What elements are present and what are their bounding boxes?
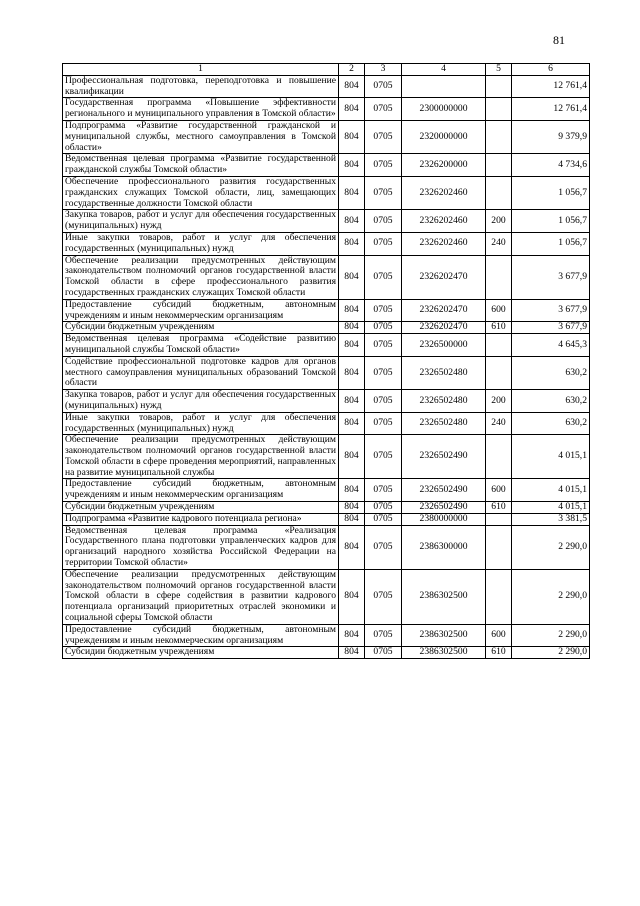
expense-type-code bbox=[486, 176, 512, 209]
admin-code: 804 bbox=[339, 299, 365, 322]
table-row bbox=[63, 98, 590, 121]
section-code: 0705 bbox=[365, 210, 402, 233]
table-row bbox=[63, 525, 590, 569]
table-row bbox=[63, 513, 590, 525]
target-code: 2320000000 bbox=[402, 120, 486, 153]
item-name: Закупка товаров, работ и услуг для обеспечения государственных (муниципальных) нужд bbox=[63, 390, 339, 413]
amount: 1 056,7 bbox=[512, 232, 590, 255]
section-code: 0705 bbox=[365, 322, 402, 334]
expense-type-code: 200 bbox=[486, 390, 512, 413]
amount: 1 056,7 bbox=[512, 176, 590, 209]
item-name: Обеспечение профессионального развития государственных гражданских служащих Томской области, лиц, замещающих государственные должности Томской области bbox=[63, 176, 339, 209]
item-name: Содействие профессиональной подготовке кадров для органов местного самоуправления муниципальных образований Томской области bbox=[63, 356, 339, 389]
header-cell: 4 bbox=[402, 64, 486, 76]
table-row bbox=[63, 210, 590, 233]
target-code: 2326502490 bbox=[402, 502, 486, 514]
amount: 1 056,7 bbox=[512, 210, 590, 233]
target-code: 2300000000 bbox=[402, 98, 486, 121]
amount: 4 015,1 bbox=[512, 479, 590, 502]
expense-type-code bbox=[486, 120, 512, 153]
amount: 630,2 bbox=[512, 390, 590, 413]
admin-code: 804 bbox=[339, 356, 365, 389]
expense-type-code bbox=[486, 513, 512, 525]
table-row bbox=[63, 502, 590, 514]
target-code: 2326502480 bbox=[402, 390, 486, 413]
admin-code: 804 bbox=[339, 502, 365, 514]
target-code: 2326502490 bbox=[402, 479, 486, 502]
section-code: 0705 bbox=[365, 502, 402, 514]
expense-type-code bbox=[486, 334, 512, 357]
section-code: 0705 bbox=[365, 120, 402, 153]
section-code: 0705 bbox=[365, 299, 402, 322]
expense-type-code bbox=[486, 356, 512, 389]
table-row bbox=[63, 322, 590, 334]
target-code: 2326202470 bbox=[402, 255, 486, 299]
section-code: 0705 bbox=[365, 154, 402, 177]
amount: 3 677,9 bbox=[512, 322, 590, 334]
table-row bbox=[63, 176, 590, 209]
expense-type-code bbox=[486, 75, 512, 98]
admin-code: 804 bbox=[339, 569, 365, 624]
item-name: Ведомственная целевая программа «Реализация Государственного плана подготовки управленческих кадров для организаций народного хозяйства Российской Федерации на территории Томской области» bbox=[63, 525, 339, 569]
table-row bbox=[63, 232, 590, 255]
amount: 630,2 bbox=[512, 412, 590, 435]
target-code: 2326202470 bbox=[402, 322, 486, 334]
section-code: 0705 bbox=[365, 624, 402, 647]
page-number: 81 bbox=[553, 33, 565, 47]
item-name: Предоставление субсидий бюджетным, автономным учреждениям и иным некоммерческим организациям bbox=[63, 479, 339, 502]
header-cell: 1 bbox=[63, 64, 339, 76]
target-code bbox=[402, 75, 486, 98]
amount: 2 290,0 bbox=[512, 569, 590, 624]
section-code: 0705 bbox=[365, 569, 402, 624]
item-name: Обеспечение реализации предусмотренных действующим законодательством полномочий органов государственной власти Томской области в сфере профессионального развития государственных гражданских служащих Томской области bbox=[63, 255, 339, 299]
target-code: 2386302500 bbox=[402, 647, 486, 659]
section-code: 0705 bbox=[365, 356, 402, 389]
table-row bbox=[63, 120, 590, 153]
amount: 3 677,9 bbox=[512, 255, 590, 299]
section-code: 0705 bbox=[365, 98, 402, 121]
item-name: Иные закупки товаров, работ и услуг для обеспечения государственных (муниципальных) нужд bbox=[63, 232, 339, 255]
item-name: Закупка товаров, работ и услуг для обеспечения государственных (муниципальных) нужд bbox=[63, 210, 339, 233]
header-cell: 6 bbox=[512, 64, 590, 76]
expense-type-code: 600 bbox=[486, 479, 512, 502]
target-code: 2326200000 bbox=[402, 154, 486, 177]
expense-type-code bbox=[486, 569, 512, 624]
item-name: Предоставление субсидий бюджетным, автономным учреждениям и иным некоммерческим организациям bbox=[63, 624, 339, 647]
table-row bbox=[63, 479, 590, 502]
header-cell: 3 bbox=[365, 64, 402, 76]
table-row bbox=[63, 154, 590, 177]
item-name: Профессиональная подготовка, переподготовка и повышение квалификации bbox=[63, 75, 339, 98]
table-row bbox=[63, 390, 590, 413]
item-name: Субсидии бюджетным учреждениям bbox=[63, 502, 339, 514]
admin-code: 804 bbox=[339, 513, 365, 525]
table-row bbox=[63, 299, 590, 322]
section-code: 0705 bbox=[365, 390, 402, 413]
table-row bbox=[63, 255, 590, 299]
header-cell: 5 bbox=[486, 64, 512, 76]
expense-type-code: 600 bbox=[486, 299, 512, 322]
expense-type-code: 200 bbox=[486, 210, 512, 233]
target-code: 2326202460 bbox=[402, 210, 486, 233]
admin-code: 804 bbox=[339, 210, 365, 233]
admin-code: 804 bbox=[339, 232, 365, 255]
section-code: 0705 bbox=[365, 176, 402, 209]
amount: 4 734,6 bbox=[512, 154, 590, 177]
admin-code: 804 bbox=[339, 322, 365, 334]
section-code: 0705 bbox=[365, 334, 402, 357]
target-code: 2326502480 bbox=[402, 356, 486, 389]
admin-code: 804 bbox=[339, 525, 365, 569]
amount: 12 761,4 bbox=[512, 98, 590, 121]
amount: 630,2 bbox=[512, 356, 590, 389]
admin-code: 804 bbox=[339, 334, 365, 357]
amount: 3 677,9 bbox=[512, 299, 590, 322]
admin-code: 804 bbox=[339, 647, 365, 659]
item-name: Подпрограмма «Развитие государственной гражданской и муниципальной службы, местного самоуправления в Томской области» bbox=[63, 120, 339, 153]
target-code: 2380000000 bbox=[402, 513, 486, 525]
amount: 2 290,0 bbox=[512, 647, 590, 659]
expense-type-code bbox=[486, 154, 512, 177]
expense-type-code: 610 bbox=[486, 322, 512, 334]
expense-type-code: 240 bbox=[486, 232, 512, 255]
item-name: Обеспечение реализации предусмотренных действующим законодательством полномочий органов государственной власти Томской области в сфере проведения мероприятий, направленных на развитие муниципальной службы bbox=[63, 435, 339, 479]
amount: 4 015,1 bbox=[512, 502, 590, 514]
table-row bbox=[63, 75, 590, 98]
budget-table bbox=[62, 63, 590, 659]
item-name: Ведомственная целевая программа «Содействие развитию муниципальной службы Томской области» bbox=[63, 334, 339, 357]
admin-code: 804 bbox=[339, 435, 365, 479]
item-name: Иные закупки товаров, работ и услуг для обеспечения государственных (муниципальных) нужд bbox=[63, 412, 339, 435]
section-code: 0705 bbox=[365, 479, 402, 502]
admin-code: 804 bbox=[339, 98, 365, 121]
target-code: 2326202460 bbox=[402, 176, 486, 209]
item-name: Государственная программа «Повышение эффективности регионального и муниципального управления в Томской области» bbox=[63, 98, 339, 121]
admin-code: 804 bbox=[339, 176, 365, 209]
section-code: 0705 bbox=[365, 232, 402, 255]
admin-code: 804 bbox=[339, 255, 365, 299]
expense-type-code: 610 bbox=[486, 647, 512, 659]
section-code: 0705 bbox=[365, 412, 402, 435]
target-code: 2326202470 bbox=[402, 299, 486, 322]
amount: 4 645,3 bbox=[512, 334, 590, 357]
expense-type-code: 610 bbox=[486, 502, 512, 514]
table-row bbox=[63, 624, 590, 647]
admin-code: 804 bbox=[339, 75, 365, 98]
expense-type-code bbox=[486, 255, 512, 299]
expense-type-code bbox=[486, 98, 512, 121]
expense-type-code bbox=[486, 435, 512, 479]
section-code: 0705 bbox=[365, 435, 402, 479]
header-row bbox=[63, 64, 590, 76]
target-code: 2326500000 bbox=[402, 334, 486, 357]
item-name: Ведомственная целевая программа «Развитие государственной гражданской службы Томской области» bbox=[63, 154, 339, 177]
amount: 3 381,5 bbox=[512, 513, 590, 525]
admin-code: 804 bbox=[339, 624, 365, 647]
item-name: Предоставление субсидий бюджетным, автономным учреждениям и иным некоммерческим организациям bbox=[63, 299, 339, 322]
target-code: 2326502480 bbox=[402, 412, 486, 435]
section-code: 0705 bbox=[365, 255, 402, 299]
item-name: Субсидии бюджетным учреждениям bbox=[63, 647, 339, 659]
amount: 2 290,0 bbox=[512, 624, 590, 647]
admin-code: 804 bbox=[339, 120, 365, 153]
admin-code: 804 bbox=[339, 154, 365, 177]
table-row bbox=[63, 435, 590, 479]
expense-type-code bbox=[486, 525, 512, 569]
section-code: 0705 bbox=[365, 647, 402, 659]
table-row bbox=[63, 356, 590, 389]
table-row bbox=[63, 647, 590, 659]
expense-type-code: 600 bbox=[486, 624, 512, 647]
admin-code: 804 bbox=[339, 412, 365, 435]
item-name: Субсидии бюджетным учреждениям bbox=[63, 322, 339, 334]
section-code: 0705 bbox=[365, 75, 402, 98]
target-code: 2326502490 bbox=[402, 435, 486, 479]
section-code: 0705 bbox=[365, 525, 402, 569]
target-code: 2386302500 bbox=[402, 569, 486, 624]
target-code: 2386302500 bbox=[402, 624, 486, 647]
expense-type-code: 240 bbox=[486, 412, 512, 435]
table-row bbox=[63, 569, 590, 624]
table-row bbox=[63, 334, 590, 357]
admin-code: 804 bbox=[339, 390, 365, 413]
amount: 9 379,9 bbox=[512, 120, 590, 153]
target-code: 2326202460 bbox=[402, 232, 486, 255]
header-cell: 2 bbox=[339, 64, 365, 76]
amount: 12 761,4 bbox=[512, 75, 590, 98]
amount: 4 015,1 bbox=[512, 435, 590, 479]
target-code: 2386300000 bbox=[402, 525, 486, 569]
amount: 2 290,0 bbox=[512, 525, 590, 569]
table-row bbox=[63, 412, 590, 435]
admin-code: 804 bbox=[339, 479, 365, 502]
section-code: 0705 bbox=[365, 513, 402, 525]
item-name: Обеспечение реализации предусмотренных действующим законодательством полномочий органов государственной власти Томской области в сфере содействия в развитии кадрового потенциала организаций приоритетных отраслей экономики и социальной сферы Томской области bbox=[63, 569, 339, 624]
item-name: Подпрограмма «Развитие кадрового потенциала региона» bbox=[63, 513, 339, 525]
